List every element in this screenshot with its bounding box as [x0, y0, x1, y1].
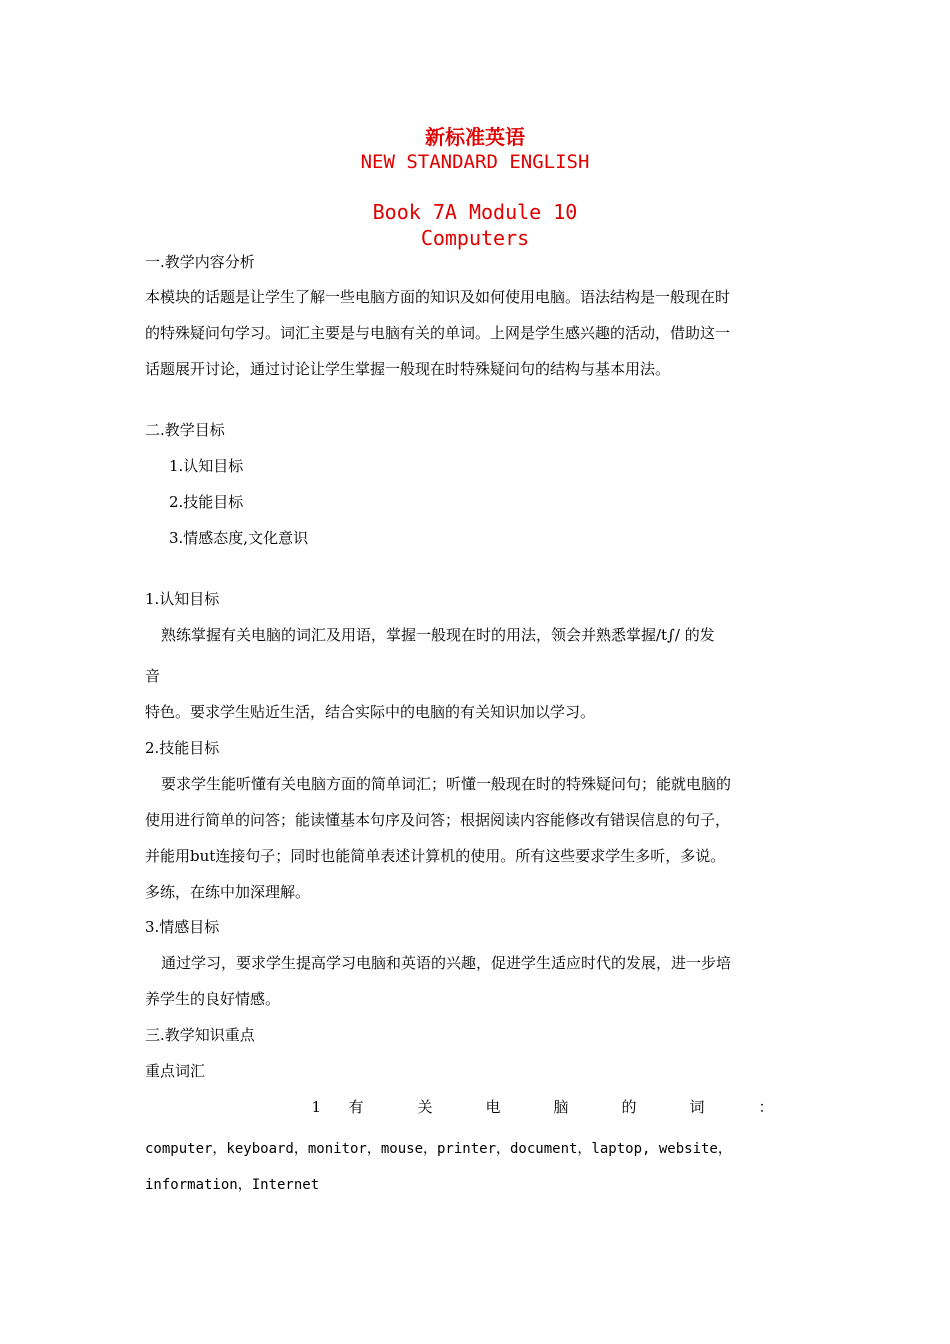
section3-heading: 三.教学知识重点 — [145, 1026, 255, 1044]
vocab-list-line: information，Internet — [145, 1177, 320, 1193]
spread-char: 脑 — [553, 1098, 569, 1116]
goal2-line: 多练，在练中加深理解。 — [145, 883, 311, 901]
goal2-line: 要求学生能听懂有关电脑方面的简单词汇；听懂一般现在时的特殊疑问句；能就电脑的 — [161, 775, 732, 793]
spread-char: ： — [758, 1098, 774, 1116]
section1-paragraph-line: 话题展开讨论，通过讨论让学生掌握一般现在时特殊疑问句的结构与基本用法。 — [145, 360, 671, 378]
goal3-line: 养学生的良好情感。 — [145, 990, 281, 1008]
book-module: Book 7A Module 10 — [372, 200, 578, 224]
goal2-line: 并能用but连接句子；同时也能简单表述计算机的使用。所有这些要求学生多听，多说。 — [145, 847, 726, 865]
goal1-line: 特色。要求学生贴近生活，结合实际中的电脑的有关知识加以学习。 — [145, 703, 596, 721]
spread-char: 词 — [689, 1098, 705, 1116]
goal2-heading: 2.技能目标 — [145, 739, 220, 757]
goal2-line: 使用进行简单的问答；能读懂基本句序及问答；根据阅读内容能修改有错误信息的句子， — [145, 811, 731, 829]
section1-heading: 一.教学内容分析 — [145, 253, 255, 271]
vocab-list-line: computer，keyboard，monitor，mouse，printer，document，laptop, website， — [145, 1141, 732, 1157]
section1-paragraph-line: 本模块的话题是让学生了解一些电脑方面的知识及如何使用电脑。语法结构是一般现在时 — [145, 288, 731, 306]
title-english: NEW STANDARD ENGLISH — [360, 151, 590, 173]
spread-char: 关 — [417, 1098, 433, 1116]
spread-char: 的 — [621, 1098, 637, 1116]
goal1-line: 音 — [145, 667, 161, 685]
topic-title: Computers — [420, 226, 530, 250]
goal-list-item: 3.情感态度,文化意识 — [169, 529, 309, 547]
title-chinese: 新标准英语 — [425, 125, 525, 149]
goal-list-item: 1.认知目标 — [169, 457, 244, 475]
section2-heading: 二.教学目标 — [145, 421, 225, 439]
key-vocab-heading: 重点词汇 — [145, 1062, 206, 1080]
goal-list-item: 2.技能目标 — [169, 493, 244, 511]
spread-char: 1 — [311, 1098, 321, 1116]
goal1-line: 熟练掌握有关电脑的词汇及用语，掌握一般现在时的用法，领会并熟悉掌握/t∫/ 的发 — [161, 626, 715, 644]
goal1-heading: 1.认知目标 — [145, 590, 220, 608]
spread-char: 电 — [485, 1098, 501, 1116]
goal3-heading: 3.情感目标 — [145, 918, 220, 936]
goal3-line: 通过学习，要求学生提高学习电脑和英语的兴趣，促进学生适应时代的发展，进一步培 — [161, 954, 732, 972]
vocab-intro-line — [145, 1096, 805, 1118]
section1-paragraph-line: 的特殊疑问句学习。词汇主要是与电脑有关的单词。上网是学生感兴趣的活动，借助这一 — [145, 324, 731, 342]
spread-char: 有 — [348, 1098, 364, 1116]
